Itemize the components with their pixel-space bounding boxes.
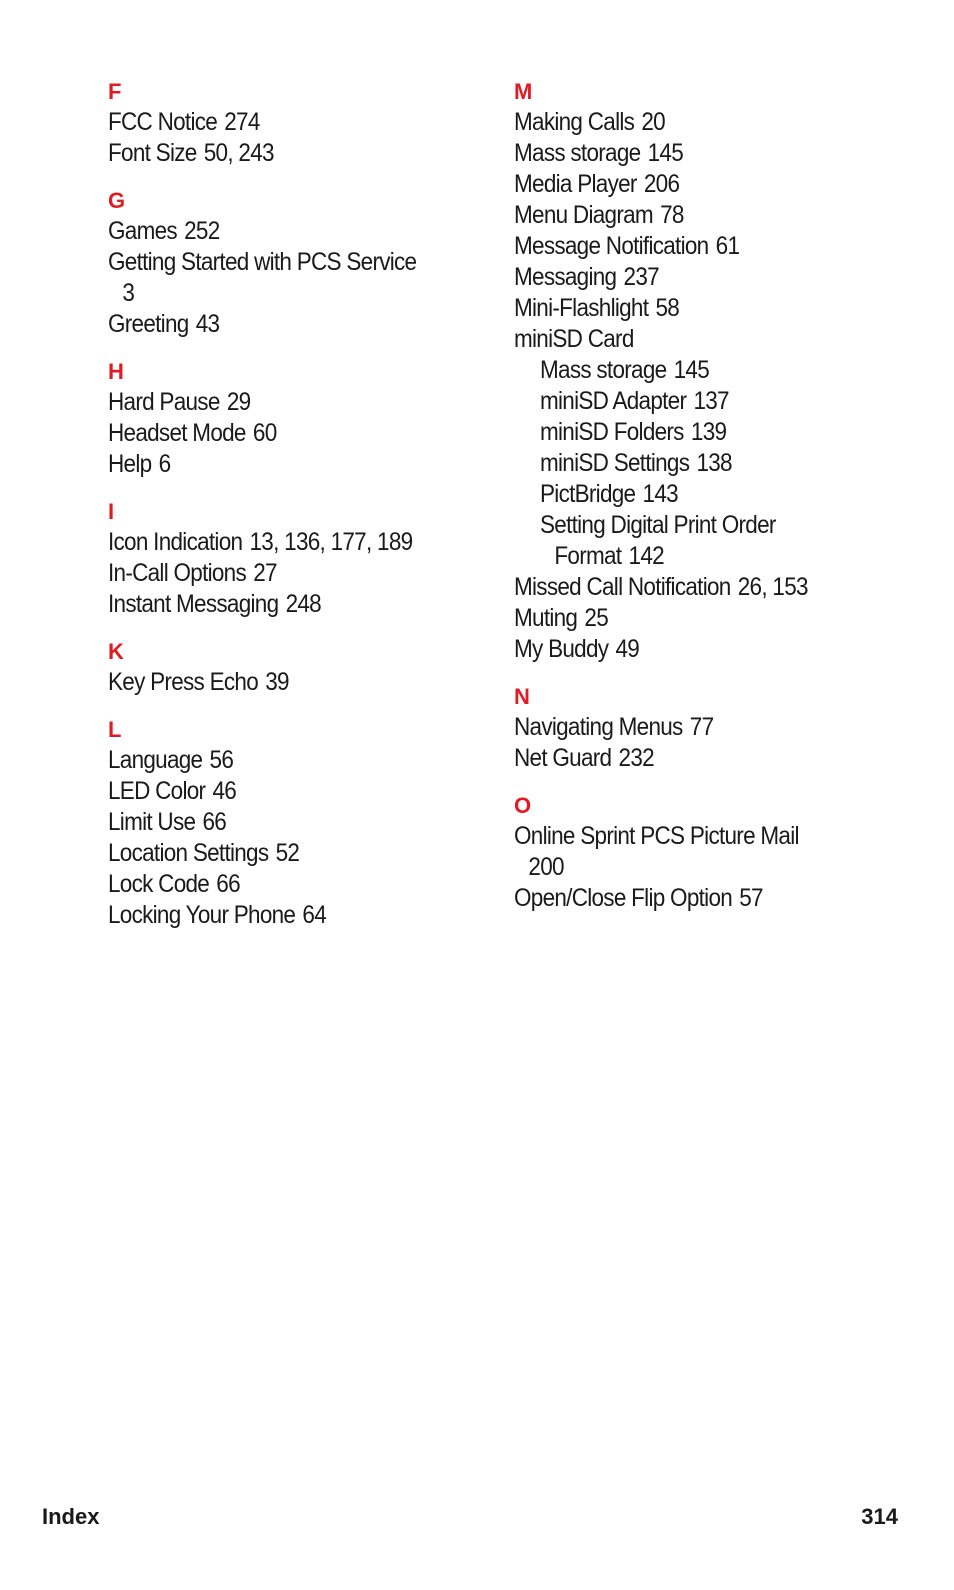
index-entry: In-Call Options 27: [108, 559, 277, 587]
letter-heading: K: [108, 639, 124, 664]
index-entry: Headset Mode 60: [108, 419, 277, 447]
letter-heading: L: [108, 717, 122, 742]
index-entry: Icon Indication 13, 136, 177, 189: [108, 528, 413, 556]
index-entry: FCC Notice 274: [108, 108, 260, 136]
index-entry: Missed Call Notification 26, 153: [514, 573, 808, 601]
index-subentry: Mass storage 145: [540, 356, 710, 384]
index-entry: Open/Close Flip Option 57: [514, 884, 763, 912]
letter-heading: I: [108, 499, 115, 524]
index-entry: Location Settings 52: [108, 839, 300, 867]
index-entry: Menu Diagram 78: [514, 201, 684, 229]
index-entry: Hard Pause 29: [108, 388, 251, 416]
index-group-i: [108, 496, 488, 620]
index-entry-continued: 200: [528, 853, 564, 881]
index-subentry: miniSD Adapter 137: [540, 387, 729, 415]
index-subentry: PictBridge 143: [540, 480, 678, 508]
index-group-g: [108, 185, 488, 340]
index-group-f: [108, 76, 488, 169]
index-entry: Instant Messaging 248: [108, 590, 321, 618]
index-entry: Net Guard 232: [514, 744, 654, 772]
index-group-o: [514, 790, 914, 914]
index-entry: LED Color 46: [108, 777, 237, 805]
index-entry: Help 6: [108, 450, 171, 478]
index-entry: Message Notification 61: [514, 232, 740, 260]
letter-heading: G: [108, 188, 126, 213]
index-entry: Greeting 43: [108, 310, 220, 338]
letter-heading: F: [108, 79, 122, 104]
index-entry: Making Calls 20: [514, 108, 665, 136]
index-group-l: [108, 714, 488, 931]
footer-page-number: 314: [861, 1504, 898, 1529]
index-entry: Language 56: [108, 746, 234, 774]
index-entry: Key Press Echo 39: [108, 668, 289, 696]
index-group-m: [514, 76, 914, 665]
index-entry: Online Sprint PCS Picture Mail: [514, 822, 799, 850]
index-entry: Muting 25: [514, 604, 609, 632]
index-subentries: [514, 355, 914, 572]
index-subentry: miniSD Settings 138: [540, 449, 732, 477]
letter-heading: M: [514, 79, 533, 104]
index-entry: Navigating Menus 77: [514, 713, 714, 741]
index-entry: Games 252: [108, 217, 220, 245]
index-subentry-continued: Format 142: [554, 542, 664, 570]
index-entry: Getting Started with PCS Service: [108, 248, 417, 276]
index-group-h: [108, 356, 488, 480]
index-entry: My Buddy 49: [514, 635, 640, 663]
index-entry: Lock Code 66: [108, 870, 240, 898]
letter-heading: O: [514, 793, 532, 818]
footer-section-label: Index: [42, 1504, 100, 1529]
index-entry: Media Player 206: [514, 170, 680, 198]
index-subentry: miniSD Folders 139: [540, 418, 727, 446]
index-entry: miniSD Card: [514, 325, 634, 353]
letter-heading: H: [108, 359, 124, 384]
index-entry: Font Size 50, 243: [108, 139, 274, 167]
letter-heading: N: [514, 684, 530, 709]
index-entry: Mass storage 145: [514, 139, 684, 167]
index-entry: Locking Your Phone 64: [108, 901, 327, 929]
index-entry: Messaging 237: [514, 263, 659, 291]
index-entry: Mini-Flashlight 58: [514, 294, 680, 322]
index-column-left: [108, 76, 488, 947]
index-column-right: [514, 76, 914, 930]
index-subentry: Setting Digital Print Order: [540, 511, 776, 539]
index-entry: Limit Use 66: [108, 808, 227, 836]
index-group-k: [108, 636, 488, 698]
index-entry-continued: 3: [122, 279, 135, 307]
index-group-n: [514, 681, 914, 774]
